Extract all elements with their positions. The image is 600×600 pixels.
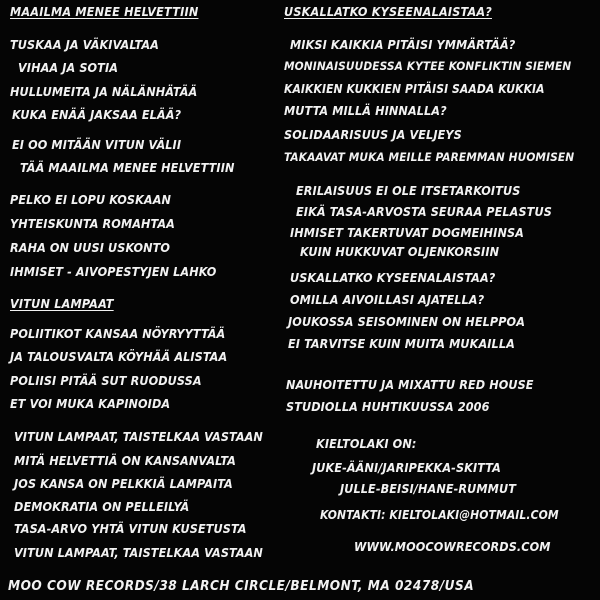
left-heading-1: MAAILMA MENEE HELVETTIIN <box>10 4 199 19</box>
lyric-line: OMILLA AIVOILLASI AJATELLA? <box>290 292 485 307</box>
lyric-line: HULLUMEITA JA NÄLÄNHÄTÄÄ <box>10 84 198 99</box>
lyric-line: POLIITIKOT KANSAA NÖYRYYTTÄÄ <box>10 326 226 341</box>
lyric-line: MONINAISUUDESSA KYTEE KONFLIKTIN SIEMEN <box>284 59 572 73</box>
lyric-line: VITUN LAMPAAT, TAISTELKAA VASTAAN <box>14 545 263 560</box>
lyric-line: YHTEISKUNTA ROMAHTAA <box>10 216 175 231</box>
lyric-line: RAHA ON UUSI USKONTO <box>10 240 171 255</box>
lyric-line: MIKSI KAIKKIA PITÄISI YMMÄRTÄÄ? <box>290 37 516 52</box>
website: WWW.MOOCOWRECORDS.COM <box>354 539 551 554</box>
lyric-line: EI TARVITSE KUIN MUITA MUKAILLA <box>288 336 515 351</box>
lyric-line: VIHAA JA SOTIA <box>18 60 119 75</box>
band-credits: JUKE-ÄÄNI/JARIPEKKA-SKITTA <box>312 460 501 475</box>
label-address: MOO COW RECORDS/38 LARCH CIRCLE/BELMONT, MA 02478/USA <box>8 578 475 594</box>
lyric-line: ET VOI MUKA KAPINOIDA <box>10 396 171 411</box>
lyric-line: KUIN HUKKUVAT OLJENKORSIIN <box>300 244 500 259</box>
lyric-line: EI OO MITÄÄN VITUN VÄLII <box>12 137 182 152</box>
lyric-line: IHMISET - AIVOPESTYJEN LAHKO <box>10 264 217 279</box>
left-heading-2: VITUN LAMPAAT <box>10 296 114 311</box>
lyric-line: ERILAISUUS EI OLE ITSETARKOITUS <box>296 183 521 198</box>
lyric-line: MITÄ HELVETTIÄ ON KANSANVALTA <box>14 453 236 468</box>
lyric-line: TASA-ARVO YHTÄ VITUN KUSETUSTA <box>14 521 247 536</box>
recording-note: STUDIOLLA HUHTIKUUSSA 2006 <box>286 399 490 414</box>
recording-note: NAUHOITETTU JA MIXATTU RED HOUSE <box>286 377 534 392</box>
lyric-line: KAIKKIEN KUKKIEN PITÄISI SAADA KUKKIA <box>284 82 545 96</box>
right-heading-1: USKALLATKO KYSEENALAISTAA? <box>284 4 492 19</box>
lyric-line: TÄÄ MAAILMA MENEE HELVETTIIN <box>20 160 235 175</box>
lyric-line: POLIISI PITÄÄ SUT RUODUSSA <box>10 373 202 388</box>
band-credits: KIELTOLAKI ON: <box>316 436 417 451</box>
lyric-line: USKALLATKO KYSEENALAISTAA? <box>290 270 496 285</box>
band-credits: JULLE-BEISI/HANE-RUMMUT <box>340 481 516 496</box>
lyric-line: PELKO EI LOPU KOSKAAN <box>10 192 172 207</box>
contact-email: KONTAKTI: KIELTOLAKI@HOTMAIL.COM <box>320 508 559 522</box>
lyric-line: IHMISET TAKERTUVAT DOGMEIHINSA <box>290 225 524 240</box>
lyric-line: JOUKOSSA SEISOMINEN ON HELPPOA <box>288 314 526 329</box>
lyric-line: JA TALOUSVALTA KÖYHÄÄ ALISTAA <box>10 349 228 364</box>
lyric-line: JOS KANSA ON PELKKIÄ LAMPAITA <box>14 476 233 491</box>
lyric-line: TAKAAVAT MUKA MEILLE PAREMMAN HUOMISEN <box>284 150 575 164</box>
lyric-line: TUSKAA JA VÄKIVALTAA <box>10 37 159 52</box>
lyric-line: KUKA ENÄÄ JAKSAA ELÄÄ? <box>12 107 182 122</box>
lyric-line: EIKÄ TASA-ARVOSTA SEURAA PELASTUS <box>296 204 552 219</box>
lyric-line: SOLIDAARISUUS JA VELJEYS <box>284 127 462 142</box>
lyric-line: VITUN LAMPAAT, TAISTELKAA VASTAAN <box>14 429 263 444</box>
lyric-line: DEMOKRATIA ON PELLEILYÄ <box>14 499 190 514</box>
lyric-line: MUTTA MILLÄ HINNALLA? <box>284 103 447 118</box>
